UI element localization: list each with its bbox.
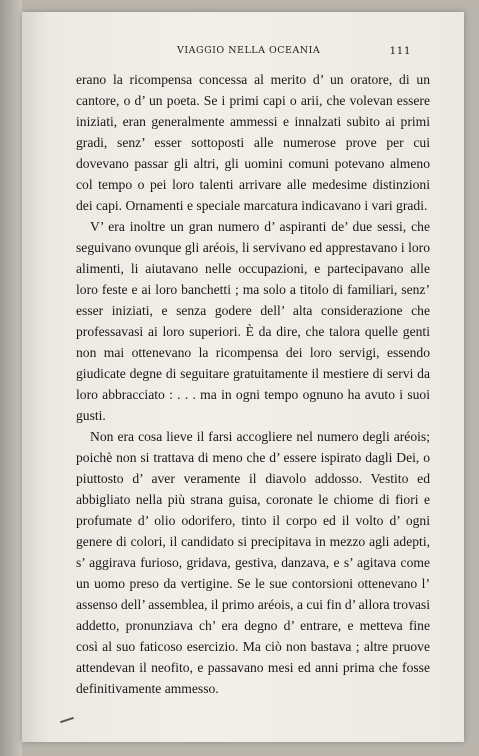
- page-number: 111: [389, 45, 411, 57]
- body-text: [76, 69, 430, 699]
- running-header: [75, 45, 415, 59]
- paragraph-3: Non era cosa lieve il farsi accogliere nel numero degli aréois; poichè non si trattava di meno che d’ essere ispirato dagli Dei, o piuttosto d’ aver veramente il diavolo addosso. Vestito ed abbigliato nella più strana guisa, coronate le chiome di fiori e profumate d’ olio odorifero, tinto il corpo ed il volto d’ ogni genere di colori, il candidato si precipitava in mezzo agli adepti, s’ aggirava furioso, gridava, gestiva, danzava, e s’ agitava come un uomo preso da vertigine. Se le sue contorsioni ottenevano l’ assenso dell’ assemblea, il primo aréois, a cui fin d’ allora trovasi addetto, pronunziava ch’ era degno d’ entrare, e metteva fine così al suo faticoso esercizio. Ma ciò non bastava ; altre pruove attendevan il neofito, e passavano mesi ed anni prima che fosse definitivamente ammesso.: [76, 429, 430, 696]
- paragraph-2: V’ era inoltre un gran numero d’ aspiranti de’ due sessi, che seguivano ovunque gli aréois, li servivano ed apprestavano i loro alimenti, li aiutavano nelle occupazioni, e partecipavano alle loro feste e ai loro banchetti ; ma solo a titolo di familiari, senz’ esser iniziati, e senza godere dell’ alta considerazione che professavasi ai loro superiori. È da dire, che talora quelle genti non mai ottenevano la ricompensa dei loro servigi, essendo giudicate degne di seguitare gratuitamente il mestiere di servi da loro abbracciato : . . . ma in ogni tempo ognuno ha avuto i suoi gusti.: [76, 219, 430, 423]
- paragraph-1: erano la ricompensa concessa al merito d’ un oratore, di un cantore, o d’ un poeta. Se i primi capi o arii, che volevan essere iniziati, eran generalmente ammessi e innalzati subito ai primi gradi, senz’ esser sottoposti alle numerose prove per cui dovevano passar gli altri, gli uomini comuni potevano almeno col tempo o pei loro talenti arrivare alle medesime distinzioni dei capi. Ornamenti e speciale marcatura indicavano i vari gradi.: [76, 72, 430, 213]
- book-gutter: [0, 0, 22, 756]
- running-title: VIAGGIO NELLA OCEANIA: [177, 45, 321, 56]
